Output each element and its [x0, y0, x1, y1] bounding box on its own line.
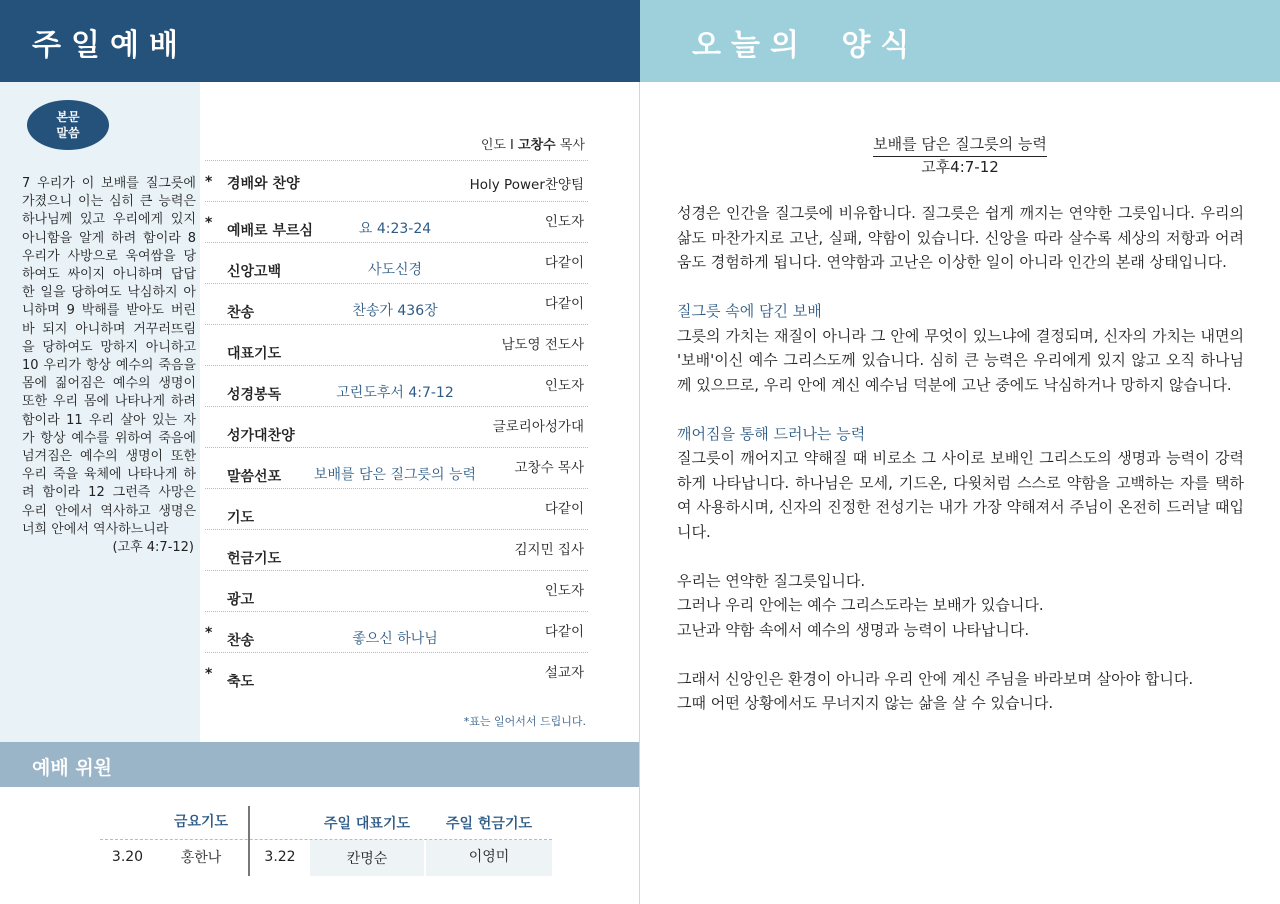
order-item-leader: 고창수 목사: [514, 460, 584, 476]
closing-line: 우리는 연약한 질그릇입니다.: [677, 571, 866, 590]
order-item-leader: 다같이: [544, 296, 584, 312]
order-row: [205, 201, 588, 241]
scripture-text: [22, 175, 196, 557]
order-row: [205, 365, 588, 405]
sermon-section-2-title: 깨어짐을 통해 드러나는 능력: [677, 424, 866, 443]
order-item-leader: 인도자: [544, 214, 584, 230]
leader-name: 고창수: [518, 138, 556, 153]
order-item-name: 헌금기도: [227, 551, 282, 567]
order-item-leader: 남도영 전도사: [501, 337, 584, 353]
order-item-detail: 보배를 담은 질그릇의 능력: [313, 467, 477, 483]
order-note: *표는 일어서서 드립니다.: [463, 715, 586, 728]
order-row: [205, 652, 588, 692]
scripture-panel: [0, 82, 200, 742]
scripture-verse: 10 우리가 항상 예수의 죽음을 몸에 짊어짐은 예수의 생명이 또한 우리 몸에 나타나게 하려 함이라: [22, 358, 196, 428]
order-item-leader: 다같이: [544, 501, 584, 517]
order-item-leader: 글로리아성가대: [492, 419, 584, 435]
scripture-reference: (고후 4:7-12): [112, 540, 194, 556]
order-row: [205, 488, 588, 528]
sermon-title-text: 보배를 담은 질그릇의 능력: [873, 133, 1047, 157]
sermon-section-1-text: 그릇의 가치는 재질이 아니라 그 안에 무엇이 있느냐에 결정되며, 신자의 가치는 내면의 '보배'이신 예수 그리스도께 있습니다. 심히 큰 능력은 우리에게 있지 않고 오직 하나님께 있으므로, 우리 안에 계신 예수님 덕분에 고난 중에도 낙심하거나 망하지 않습니다.: [677, 326, 1244, 394]
order-row: [205, 324, 588, 364]
scripture-badge-line1: 본문: [56, 110, 80, 124]
order-item-name: 찬송: [227, 305, 255, 321]
order-item-leader: 인도자: [544, 378, 584, 394]
order-item-name: 기도: [227, 510, 255, 526]
staff-sunday-prayer-name: 칸명순: [310, 840, 424, 876]
staff-date-friday: 3.20: [111, 849, 144, 865]
staff-date-sunday: 3.22: [264, 849, 296, 865]
right-header: [640, 0, 1280, 82]
order-item-name: 말씀선포: [227, 469, 282, 485]
staff-friday-name: 홍한나: [180, 850, 222, 866]
order-row: [205, 611, 588, 651]
sermon-closing-2: [677, 667, 1244, 716]
standing-marker: *: [205, 625, 213, 641]
order-item-leader: 인도자: [544, 583, 584, 599]
order-item-name: 신앙고백: [227, 264, 282, 280]
sermon-section-1: [677, 299, 1244, 397]
order-item-leader: 다같이: [544, 624, 584, 640]
order-item-name: 광고: [227, 592, 255, 608]
order-item-name: 성경봉독: [227, 387, 282, 403]
scripture-badge-line2: 말씀: [56, 126, 80, 140]
sermon-section-1-title: 질그릇 속에 담긴 보배: [677, 302, 822, 320]
sermon-intro: 성경은 인간을 질그릇에 비유합니다. 질그릇은 쉽게 깨지는 연약한 그릇입니다. 우리의 삶도 마찬가지로 고난, 실패, 약함이 있습니다. 신앙을 따라 살수록 세상의 저항과 어려움도 경험하게 됩니다. 연약함과 고난은 이상한 일이 아니라 인간의 본래 상태입니다.: [677, 204, 1244, 271]
order-item-name: 성가대찬양: [227, 428, 295, 444]
staff-offering-prayer-name: 이영미: [426, 840, 552, 876]
order-item-name: 경배와 찬양: [227, 176, 300, 192]
closing-line: 그래서 신앙인은 환경이 아니라 우리 안에 계신 주님을 바라보며 살아야 합니다.: [677, 669, 1194, 688]
staff-title: 예배 위원: [32, 757, 113, 779]
order-item-detail: 좋으신 하나님: [352, 631, 438, 647]
order-item-leader: Holy Power찬양팀: [469, 177, 584, 193]
standing-marker: *: [205, 215, 213, 231]
section-title: 오늘의 양식: [692, 28, 920, 63]
sermon-section-2-text: 질그릇이 깨어지고 약해질 때 비로소 그 사이로 보배인 그리스도의 생명과 능력이 강력하게 나타납니다. 하나님은 모세, 기드온, 다윗처럼 스스로 약함을 고백하는 자를 택하여 사용하시며, 신자의 진정한 전성기는 내가 가장 약해져서 주님이 온전히 드러날 때입니다.: [677, 449, 1244, 541]
left-header: [0, 0, 640, 82]
closing-line: 그러나 우리 안에는 예수 그리스도라는 보배가 있습니다.: [677, 596, 1044, 614]
staff-bar: [0, 742, 640, 787]
closing-line: 그때 어떤 상황에서도 무너지지 않는 삶을 살 수 있습니다.: [677, 694, 1054, 712]
right-page: [640, 0, 1280, 904]
order-row: [205, 406, 588, 446]
staff-header-friday: 금요기도: [173, 814, 229, 830]
order-item-name: 대표기도: [227, 346, 282, 362]
scripture-verse: 8 우리가 사방으로 욱여쌈을 당하여도 싸이지 아니하며 답답한 일을 당하여도 낙심하지 아니하며: [22, 230, 196, 319]
order-item-detail: 사도신경: [367, 262, 423, 278]
scripture-verse: 9 박해를 받아도 버린 바 되지 아니하며 거꾸러뜨림을 당하여도 망하지 아니하고: [22, 303, 196, 355]
sermon-section-2: [677, 422, 1244, 545]
scripture-verse: 11 우리 살아 있는 자가 항상 예수를 위하여 죽음에 넘겨짐은 예수의 생명이 또한 우리 죽을 육체에 나타나게 하려 함이라: [22, 412, 196, 501]
order-item-detail: 고린도후서 4:7-12: [336, 385, 454, 401]
worship-leader: [205, 134, 585, 153]
scripture-verse: 7 우리가 이 보배를 질그릇에 가졌으니 이는 심히 큰 능력은 하나님께 있고 우리에게 있지 아니함을 알게 하려 함이라: [22, 176, 196, 246]
sermon-reference: 고후4:7-12: [921, 158, 999, 176]
staff-table: [100, 806, 552, 876]
closing-line: 고난과 약함 속에서 예수의 생명과 능력이 나타납니다.: [677, 620, 1030, 639]
page-title: 주일예배: [32, 28, 188, 63]
order-row: [205, 160, 588, 200]
order-item-name: 찬송: [227, 633, 255, 649]
staff-header-sunday-prayer: 주일 대표기도: [323, 816, 411, 832]
leader-title: 목사: [559, 138, 585, 153]
order-item-leader: 설교자: [544, 665, 584, 681]
order-item-leader: 다같이: [544, 255, 584, 271]
sermon-title: [640, 133, 1280, 157]
order-item-detail: 요 4:23-24: [358, 221, 432, 237]
staff-header-offering-prayer: 주일 헌금기도: [445, 816, 533, 832]
sermon-closing-1: [677, 569, 1244, 643]
standing-marker: *: [205, 666, 213, 682]
order-row: [205, 283, 588, 323]
order-item-leader: 김지민 집사: [514, 542, 584, 558]
scripture-verse: 12 그런즉 사망은 우리 안에서 역사하고 생명은 너희 안에서 역사하느니라: [22, 485, 196, 537]
staff-column-divider: [248, 806, 250, 876]
order-row: [205, 570, 588, 610]
order-item-name: 예배로 부르심: [227, 223, 314, 239]
order-item-name: 축도: [227, 674, 255, 690]
order-row: [205, 447, 588, 487]
leader-label: 인도 I: [480, 138, 514, 153]
scripture-badge: [27, 100, 109, 150]
order-item-detail: 찬송가 436장: [352, 303, 438, 319]
order-row: [205, 242, 588, 282]
order-row: [205, 529, 588, 569]
standing-marker: *: [205, 174, 213, 190]
sermon-body: [677, 201, 1244, 740]
